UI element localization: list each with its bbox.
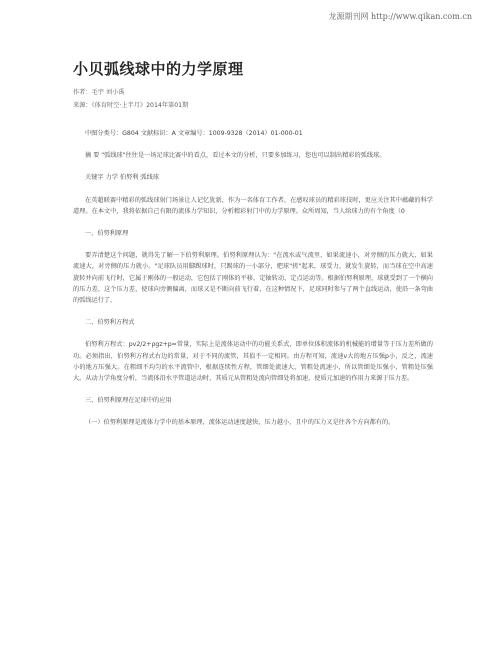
abstract-paragraph: 摘 要 "弧线球"往往是一场足球比赛中的看点，看过本文的分析，只要多加练习，您也可以制出精彩的弧线球。 — [85, 152, 386, 160]
section-heading-3: 三、伯努利原理在足球中的应用 — [85, 397, 172, 405]
classification-line: 中图分类号：G804 文献标识：A 文章编号：1009-9328（2014）01-000-01 — [85, 130, 303, 137]
section-body-3: （一）伯努利原理是流体力学中的基本原理，流体运动速度越快，压力越小，且中的压力又是往各个方向都有的。 — [85, 419, 395, 427]
article-author: 作者：毛宇 刘小禹 — [73, 89, 125, 96]
article-body — [73, 128, 433, 429]
site-header[interactable]: 龙源期刊网 http://www.qikan.com.cn — [328, 12, 472, 21]
section-body-2: 伯努利方程式：pv2/2+ρgz+p=常量，实际上是流体运动中的功能关系式，即单位体积流体的机械能的增量等于压力差所做的功。必须指出，伯努利方程式右边的常量，对于不同的流管，其值不一定相同。由方程可知，流速v大的地方压强p小，反之，流速小的地方压强大。在粗细不均匀的水平流管中，根据连续性方程，管细处流速大，管粗处流速小，所以管细处压强小，管粗处压强大。从动力学角度分析，当流体沿水平管道运动时，其质元从管粗处流向管细处将加速，使质元加速的作用力来源于压力差。 — [73, 341, 433, 383]
article-title: 小贝弧线球中的力学原理 — [73, 60, 244, 78]
section-heading-1: 一、伯努利原理 — [85, 230, 129, 238]
section-body-1: 要弄清楚这个问题，就得先了解一下伯努利原理。伯努利原理认为："在流水或气流里，如果流速小，对旁侧的压力就大，如果流速大，对旁侧的压力就小。"足球队员用脚踢球时，只踢球的一小部分，把球"搓"起来，球受力，就发生旋转，而当球在空中高速旋转并向前飞行时，它属于刚体的一般运动，它包括了刚体的平移、定轴转动、定点运动等。根据伯努利原理，球就受到了一个横向的压力差，这个压力差，使球向旁侧偏离，而球又是不断向前飞行着，在这种情况下，足球同时参与了两个直线运动，使沿一条弯曲的弧线运行了。 — [73, 252, 433, 305]
section-heading-2: 二、伯努利方程式 — [85, 319, 135, 327]
keywords-line: 关键字 力学 伯努利 弧线球 — [85, 174, 159, 182]
article-source: 来源：《体育时空·上半月》2014年第01期 — [73, 102, 189, 109]
intro-paragraph: 在英超联赛中精彩的弧线球射门场景让人记忆犹新，作为一名体育工作者，在感叹球员的精彩球技时，更应关注其中蕴藏的科学道理。在本文中，我将依据自己有限的流体力学知识，分析精彩射门中的力学原理。众所周知，当人给球力的有个角度（0 — [73, 196, 433, 215]
